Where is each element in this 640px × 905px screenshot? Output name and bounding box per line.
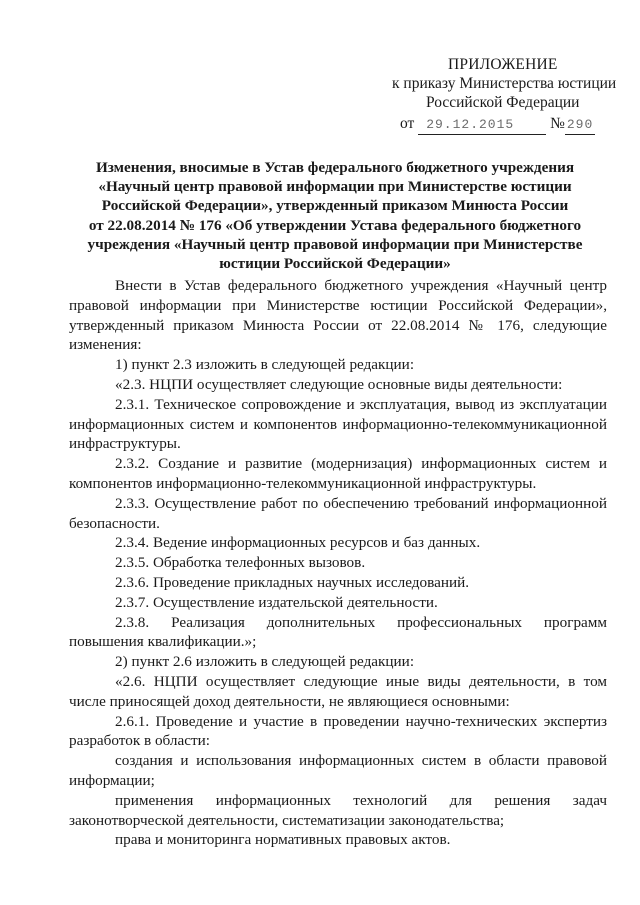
title-line: Российской Федерации», утвержденный приказом Минюста России xyxy=(101,197,569,215)
handwritten-date: 29.12.2015 xyxy=(418,115,546,135)
item-1-intro: «2.3. НЦПИ осуществляет следующие основные виды деятельности: xyxy=(115,375,563,393)
title-line: Изменения, вносимые в Устав федерального бюджетного учреждения xyxy=(95,159,575,176)
title-line: «Научный центр правовой информации при Министерстве юстиции xyxy=(98,178,572,196)
paragraph-2-3-2: 2.3.2. Создание и развитие (модернизация) информационных систем и компонентов информационно-телекоммуникационной инфраструктуры. xyxy=(69,455,607,492)
paragraph-2-6-1-a: создания и использования информационных систем в области правовой информации; xyxy=(69,752,607,789)
item-2: 2) пункт 2.6 изложить в следующей редакции: xyxy=(115,653,415,671)
item-2-intro: «2.6. НЦПИ осуществляет следующие иные виды деятельности, в том числе приносящей доход деятельности, не являющиеся основными: xyxy=(69,672,607,710)
appendix-federation-line: Российской Федерации xyxy=(426,94,580,111)
appendix-date-line xyxy=(380,114,630,135)
date-prefix: от xyxy=(400,115,415,132)
paragraph-2-3-3: 2.3.3. Осуществление работ по обеспечению требований информационной безопасности. xyxy=(69,494,607,532)
paragraph-2-3-1: 2.3.1. Техническое сопровождение и эксплуатация, вывод из эксплуатации информационных систем и компонентов информационно-телекоммуникационной инфраструктуры. xyxy=(69,395,607,453)
paragraph-2-3-6: 2.3.6. Проведение прикладных научных исследований. xyxy=(115,573,469,591)
appendix-order-line: к приказу Министерства юстиции xyxy=(392,75,617,92)
paragraph-2-6-1-b: применения информационных технологий для решения задач законотворческой деятельности, систематизации законодательства; xyxy=(69,791,607,829)
document-body xyxy=(69,276,607,850)
paragraph-2-6-1: 2.6.1. Проведение и участие в проведении научно-технических экспертиз разработок в области: xyxy=(69,712,607,750)
appendix-block xyxy=(380,55,630,135)
appendix-title: ПРИЛОЖЕНИЕ xyxy=(448,56,558,73)
paragraph-2-3-8: 2.3.8. Реализация дополнительных профессиональных программ повышения квалификации.»; xyxy=(69,613,607,651)
document-title xyxy=(70,158,600,273)
paragraph-2-3-7: 2.3.7. Осуществление издательской деятельности. xyxy=(115,593,438,611)
number-prefix: № xyxy=(550,115,565,132)
handwritten-number: 290 xyxy=(565,115,595,135)
item-1: 1) пункт 2.3 изложить в следующей редакции: xyxy=(115,356,415,374)
paragraph-2-3-5: 2.3.5. Обработка телефонных вызовов. xyxy=(115,554,366,572)
intro-paragraph: Внести в Устав федерального бюджетного учреждения «Научный центр правовой информации при Министерстве юстиции Российской Федерации», утвержденный приказом Минюста России от 22.08.2014 № 176, следующие изменения: xyxy=(69,277,607,354)
paragraph-2-3-4: 2.3.4. Ведение информационных ресурсов и баз данных. xyxy=(115,534,481,552)
title-line: юстиции Российской Федерации» xyxy=(219,255,451,273)
paragraph-2-6-1-c: права и мониторинга нормативных правовых актов. xyxy=(115,831,451,849)
title-line: учреждения «Научный центр правовой информации при Министерстве xyxy=(87,235,583,253)
title-line: от 22.08.2014 № 176 «Об утверждении Устава федерального бюджетного xyxy=(88,216,582,234)
